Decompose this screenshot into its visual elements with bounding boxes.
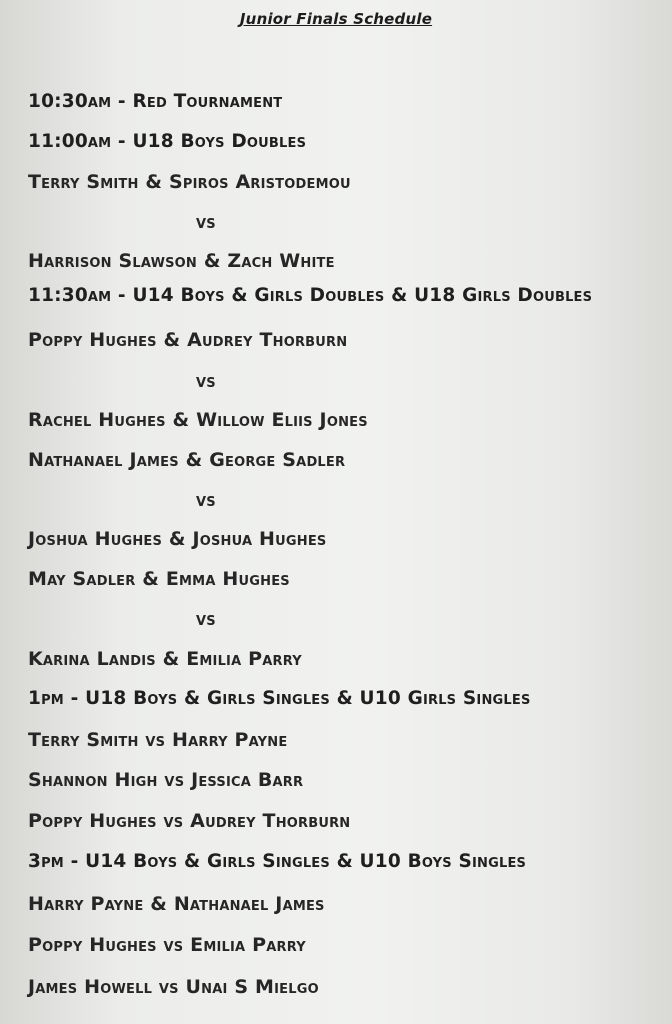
match-pair: Poppy Hughes vs Emilia Parry: [28, 934, 306, 956]
time-slot-heading: 3pm - U14 Boys & Girls Singles & U10 Boys Singles: [28, 851, 527, 872]
time-slot-heading: 11:30am - U14 Boys & Girls Doubles & U18 Girls Doubles: [28, 285, 593, 306]
match-pair: Karina Landis & Emilia Parry: [28, 648, 302, 670]
versus-label: vs: [196, 370, 216, 392]
match-pair: Poppy Hughes vs Audrey Thorburn: [28, 810, 351, 832]
match-pair: Harry Payne & Nathanael James: [28, 893, 325, 915]
match-pair: Nathanael James & George Sadler: [28, 449, 346, 471]
match-pair: Joshua Hughes & Joshua Hughes: [28, 528, 327, 550]
versus-label: vs: [196, 211, 216, 233]
match-pair: Terry Smith vs Harry Payne: [28, 729, 288, 751]
match-pair: Poppy Hughes & Audrey Thorburn: [28, 329, 348, 351]
time-slot-heading: 10:30am - Red Tournament: [28, 91, 283, 112]
match-pair: Rachel Hughes & Willow Eliis Jones: [28, 409, 368, 431]
match-pair: Harrison Slawson & Zach White: [28, 250, 335, 272]
page-title: Junior Finals Schedule: [239, 10, 433, 28]
match-pair: May Sadler & Emma Hughes: [28, 568, 290, 590]
versus-label: vs: [196, 489, 216, 511]
versus-label: vs: [196, 608, 216, 630]
match-pair: Shannon High vs Jessica Barr: [28, 769, 304, 791]
match-pair: James Howell vs Unai S Mielgo: [28, 976, 319, 998]
time-slot-heading: 1pm - U18 Boys & Girls Singles & U10 Girls Singles: [28, 688, 531, 709]
time-slot-heading: 11:00am - U18 Boys Doubles: [28, 131, 307, 152]
match-pair: Terry Smith & Spiros Aristodemou: [28, 171, 351, 193]
